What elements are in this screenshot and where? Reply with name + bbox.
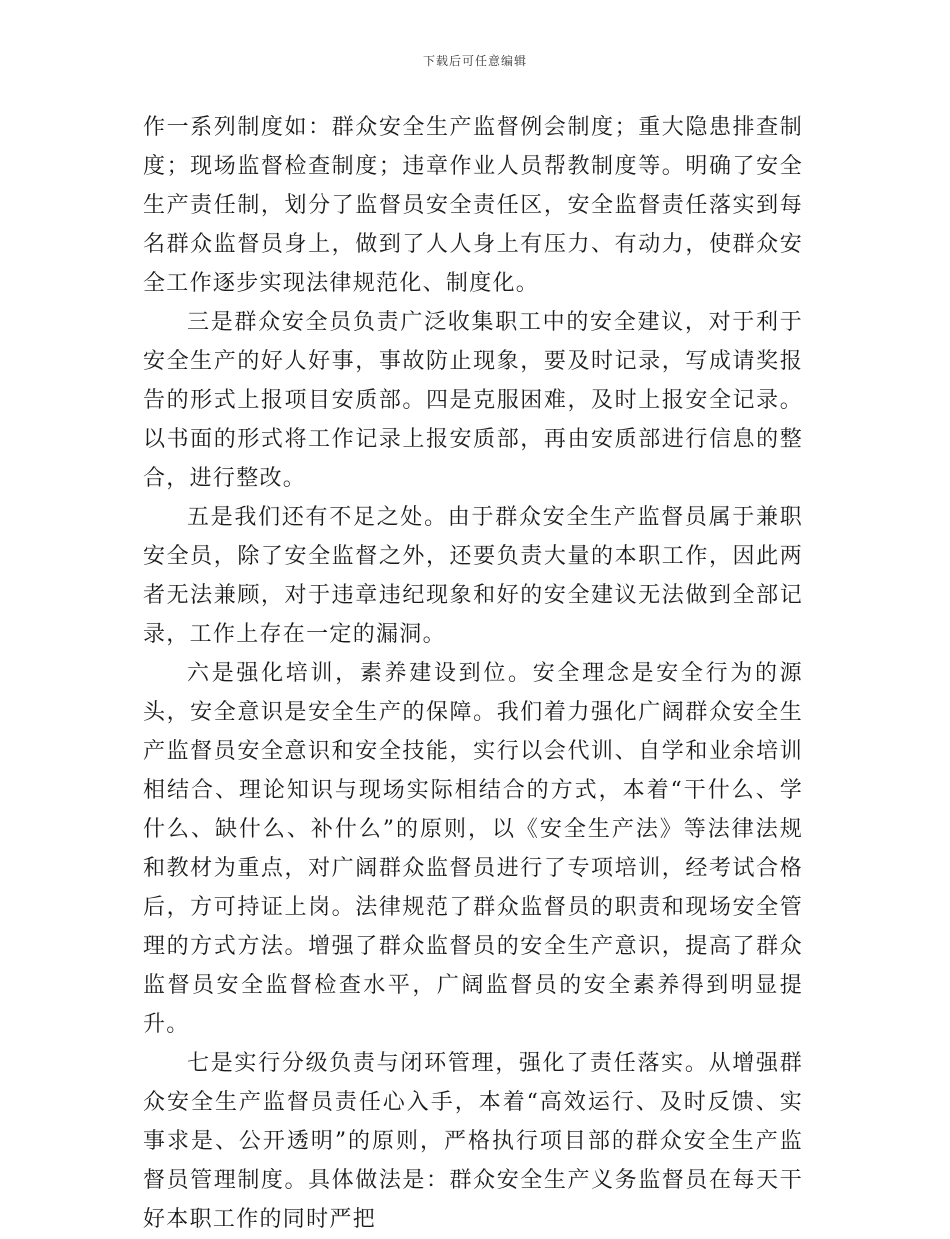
- page-header: 下载后可任意编辑: [422, 54, 527, 68]
- paragraph-5: 七是实行分级负责与闭环管理，强化了责任落实。从增强群众安全生产监督员责任心入手，本着“高效运行、及时反馈、实事求是、公开透明”的原则，严格执行项目部的群众安全生产监督员管理制度。具体做法是：群众安全生产义务监督员在每天干好本职工作的同时严把: [143, 1051, 803, 1232]
- paragraph-2: 三是群众安全员负责广泛收集职工中的安全建议，对于利于安全生产的好人好事，事故防止现象，要及时记录，写成请奖报告的形式上报项目安质部。四是克服困难，及时上报安全记录。以书面的形式将工作记录上报安质部，再由安质部进行信息的整合，进行整改。: [143, 310, 803, 491]
- paragraph-4: 六是强化培训，素养建设到位。安全理念是安全行为的源头，安全意识是安全生产的保障。我们着力强化广阔群众安全生产监督员安全意识和安全技能，实行以会代训、自学和业余培训相结合、理论知识与现场实际相结合的方式，本着“干什么、学什么、缺什么、补什么”的原则，以《安全生产法》等法律法规和教材为重点，对广阔群众监督员进行了专项培训，经考试合格后，方可持证上岗。法律规范了群众监督员的职责和现场安全管理的方式方法。增强了群众监督员的安全生产意识，提高了群众监督员安全监督检查水平，广阔监督员的安全素养得到明显提升。: [143, 661, 803, 1037]
- paragraph-3: 五是我们还有不足之处。由于群众安全生产监督员属于兼职安全员，除了安全监督之外，还要负责大量的本职工作，因此两者无法兼顾，对于违章违纪现象和好的安全建议无法做到全部记录，工作上存在一定的漏洞。: [143, 505, 803, 647]
- document-body: [143, 108, 803, 1239]
- paragraph-1: 作一系列制度如：群众安全生产监督例会制度；重大隐患排查制度；现场监督检查制度；违章作业人员帮教制度等。明确了安全生产责任制，划分了监督员安全责任区，安全监督责任落实到每名群众监督员身上，做到了人人身上有压力、有动力，使群众安全工作逐步实现法律规范化、制度化。: [143, 115, 803, 296]
